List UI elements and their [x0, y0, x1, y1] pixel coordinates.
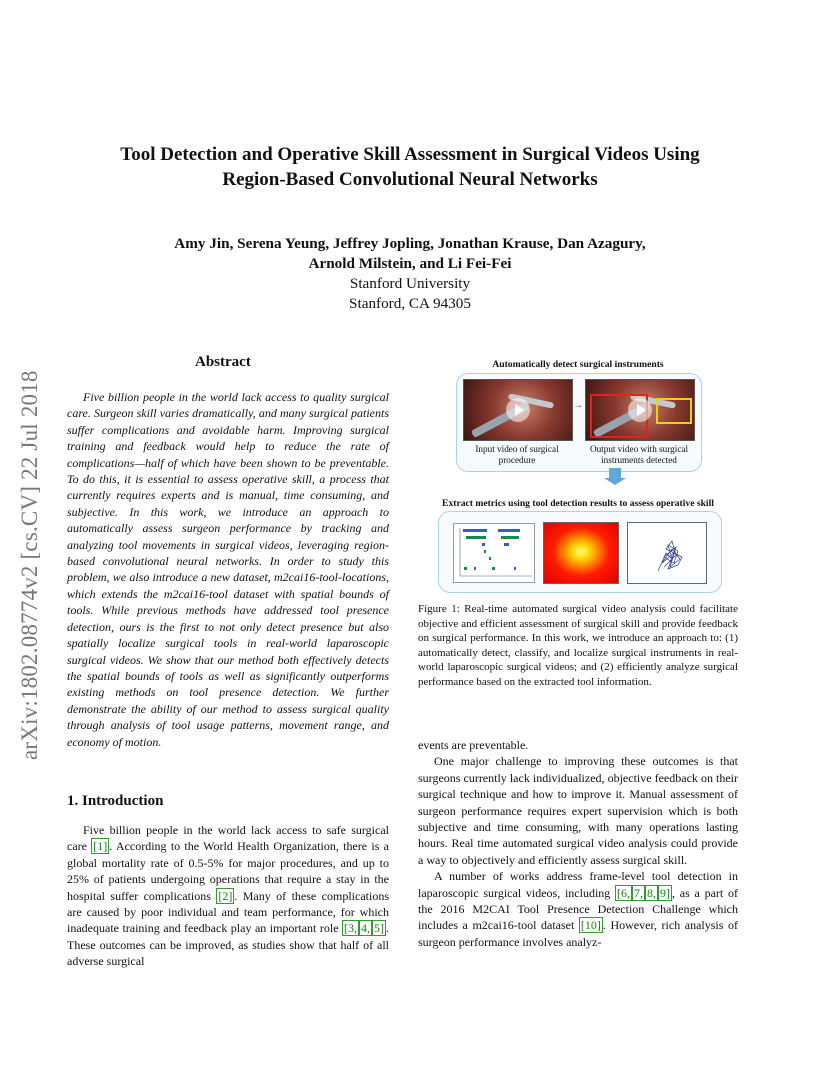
related-text-2: , as a part of the 2016 M2CAI Tool Presence Detection Challenge which includes a m2cai16-tool dataset: [418, 885, 738, 933]
intro-text-4: . These outcomes can be improved, as studies show that half of all adverse surgical: [67, 921, 389, 969]
output-video-thumbnail[interactable]: [585, 379, 695, 441]
citation-10[interactable]: [10]: [580, 918, 601, 933]
citation-9[interactable]: 9]: [660, 885, 671, 900]
abstract-heading: Abstract: [195, 354, 251, 370]
figure-1: [418, 356, 738, 596]
play-icon[interactable]: [506, 398, 530, 422]
right-column-text: [418, 737, 738, 950]
abstract-text: Five billion people in the world lack access to quality surgical care. Surgeon skill varies dramatically, and many surgical patients suffer complications and avoidable harm. Improving surgical training and feedback would help to reduce the rate of complications—half of which have been shown to be preventable. To do this, it is essential to assess operative skill, a process that currently requires experts and is manual, time consuming, and subjective. In this work, we introduce an approach to automatically assess surgeon performance by tracking and analyzing tool movements in surgical videos, leveraging region-based convolutional neural networks. In order to study this problem, we also introduce a new dataset, m2cai16-tool-locations, which extends the m2cai16-tool dataset with spatial bounds of tools. While previous methods have addressed tool presence detection, ours is the first to not only detect presence but also spatially localize surgical tools in real-world laparoscopic surgical videos. We show that our method both effectively detects the spatial bounds of tools as well as significantly outperforms existing methods on tool presence detection. We further demonstrate the ability of our method to assess surgical quality through analysis of tool usage patterns, movement range, and economy of motion.: [67, 390, 389, 749]
authors-line-1: Amy Jin, Serena Yeung, Jeffrey Jopling, Jonathan Krause, Dan Azagury,: [174, 235, 646, 252]
paragraph-continuation: events are preventable.: [418, 738, 529, 752]
citation-3[interactable]: [3,: [344, 921, 357, 936]
title-line-2: Region-Based Convolutional Neural Networks: [222, 169, 598, 190]
detection-box-yellow: [656, 398, 692, 424]
intro-text-1: Five billion people in the world lack access to safe surgical care: [67, 823, 389, 854]
detection-panel: [456, 373, 702, 472]
movement-heatmap: [543, 522, 619, 584]
citation-4[interactable]: 4,: [361, 921, 370, 936]
arrow-right-icon: →: [573, 400, 583, 411]
citation-8[interactable]: 8,: [647, 885, 657, 900]
related-text-1: A number of works address frame-level tool detection in laparoscopic surgical videos, including: [418, 869, 738, 900]
introduction-heading: 1. Introduction: [67, 793, 164, 809]
introduction-paragraph: [67, 822, 389, 970]
paragraph-challenge: One major challenge to improving these outcomes is that surgeons currently lack individualized, objective feedback on their surgical technique and how to improve it. Manual assessment of surgeon performance requires expert supervision which is both subjective and time consuming, with many operations lasting hours. Real time automated surgical video analysis could provide a way to objectively and efficiently assess surgical skill.: [418, 754, 738, 867]
arxiv-identifier: arXiv:1802.08774v2 [cs.CV] 22 Jul 2018: [17, 370, 42, 760]
arrow-down-icon: [609, 468, 621, 478]
address: Stanford, CA 94305: [349, 295, 471, 312]
related-text-3: . However, rich analysis of surgeon performance involves analyz-: [418, 918, 738, 949]
input-video-thumbnail[interactable]: [463, 379, 573, 441]
play-icon[interactable]: [628, 398, 652, 422]
paragraph-related-work: [418, 868, 738, 950]
author-block: [110, 234, 710, 314]
figure-bottom-heading: Extract metrics using tool detection results to assess operative skill: [442, 498, 714, 509]
citation-1[interactable]: [1]: [93, 839, 108, 854]
citation-5[interactable]: 5]: [374, 921, 384, 936]
output-video-label: Output video with surgical instruments detected: [589, 444, 689, 465]
tool-usage-timeline-plot: [454, 524, 534, 582]
citation-7[interactable]: 7,: [634, 885, 644, 900]
figure-caption: Figure 1: Real-time automated surgical video analysis could facilitate objective and efficient assessment of surgical skill and provide feedback on surgical performance. In this work, we introduce an approach to: (1) automatically detect, classify, and localize surgical instruments in real-world laparoscopic surgical videos; and (2) efficiently analyze surgical performance based on the extracted tool information.: [418, 603, 738, 688]
figure-top-heading: Automatically detect surgical instruments: [492, 359, 664, 370]
intro-text-2: . According to the World Health Organization, there is a global mortality rate of 0.5-5% for major procedures, and up to 25% of patients undergoing operations that require a stay in the hospital suffer complications: [67, 839, 389, 903]
title-line-1: Tool Detection and Operative Skill Assessment in Surgical Videos Using: [120, 144, 700, 165]
affiliation: Stanford University: [349, 275, 471, 292]
input-video-label: Input video of surgical procedure: [475, 444, 559, 465]
motion-trajectory-plot: [627, 522, 707, 584]
metrics-panel: [438, 511, 722, 593]
intro-text-3: . Many of these complications are caused by poor individual and team performance, for which inadequate training and feedback play an important role: [67, 888, 389, 936]
authors-line-2: Arnold Milstein, and Li Fei-Fei: [308, 255, 512, 272]
paper-title: [90, 142, 730, 192]
motion-trajectory-plot-svg: [628, 523, 706, 583]
tool-usage-timeline: [453, 523, 535, 583]
citation-6[interactable]: [6,: [617, 885, 631, 900]
citation-2[interactable]: [2]: [218, 888, 233, 903]
